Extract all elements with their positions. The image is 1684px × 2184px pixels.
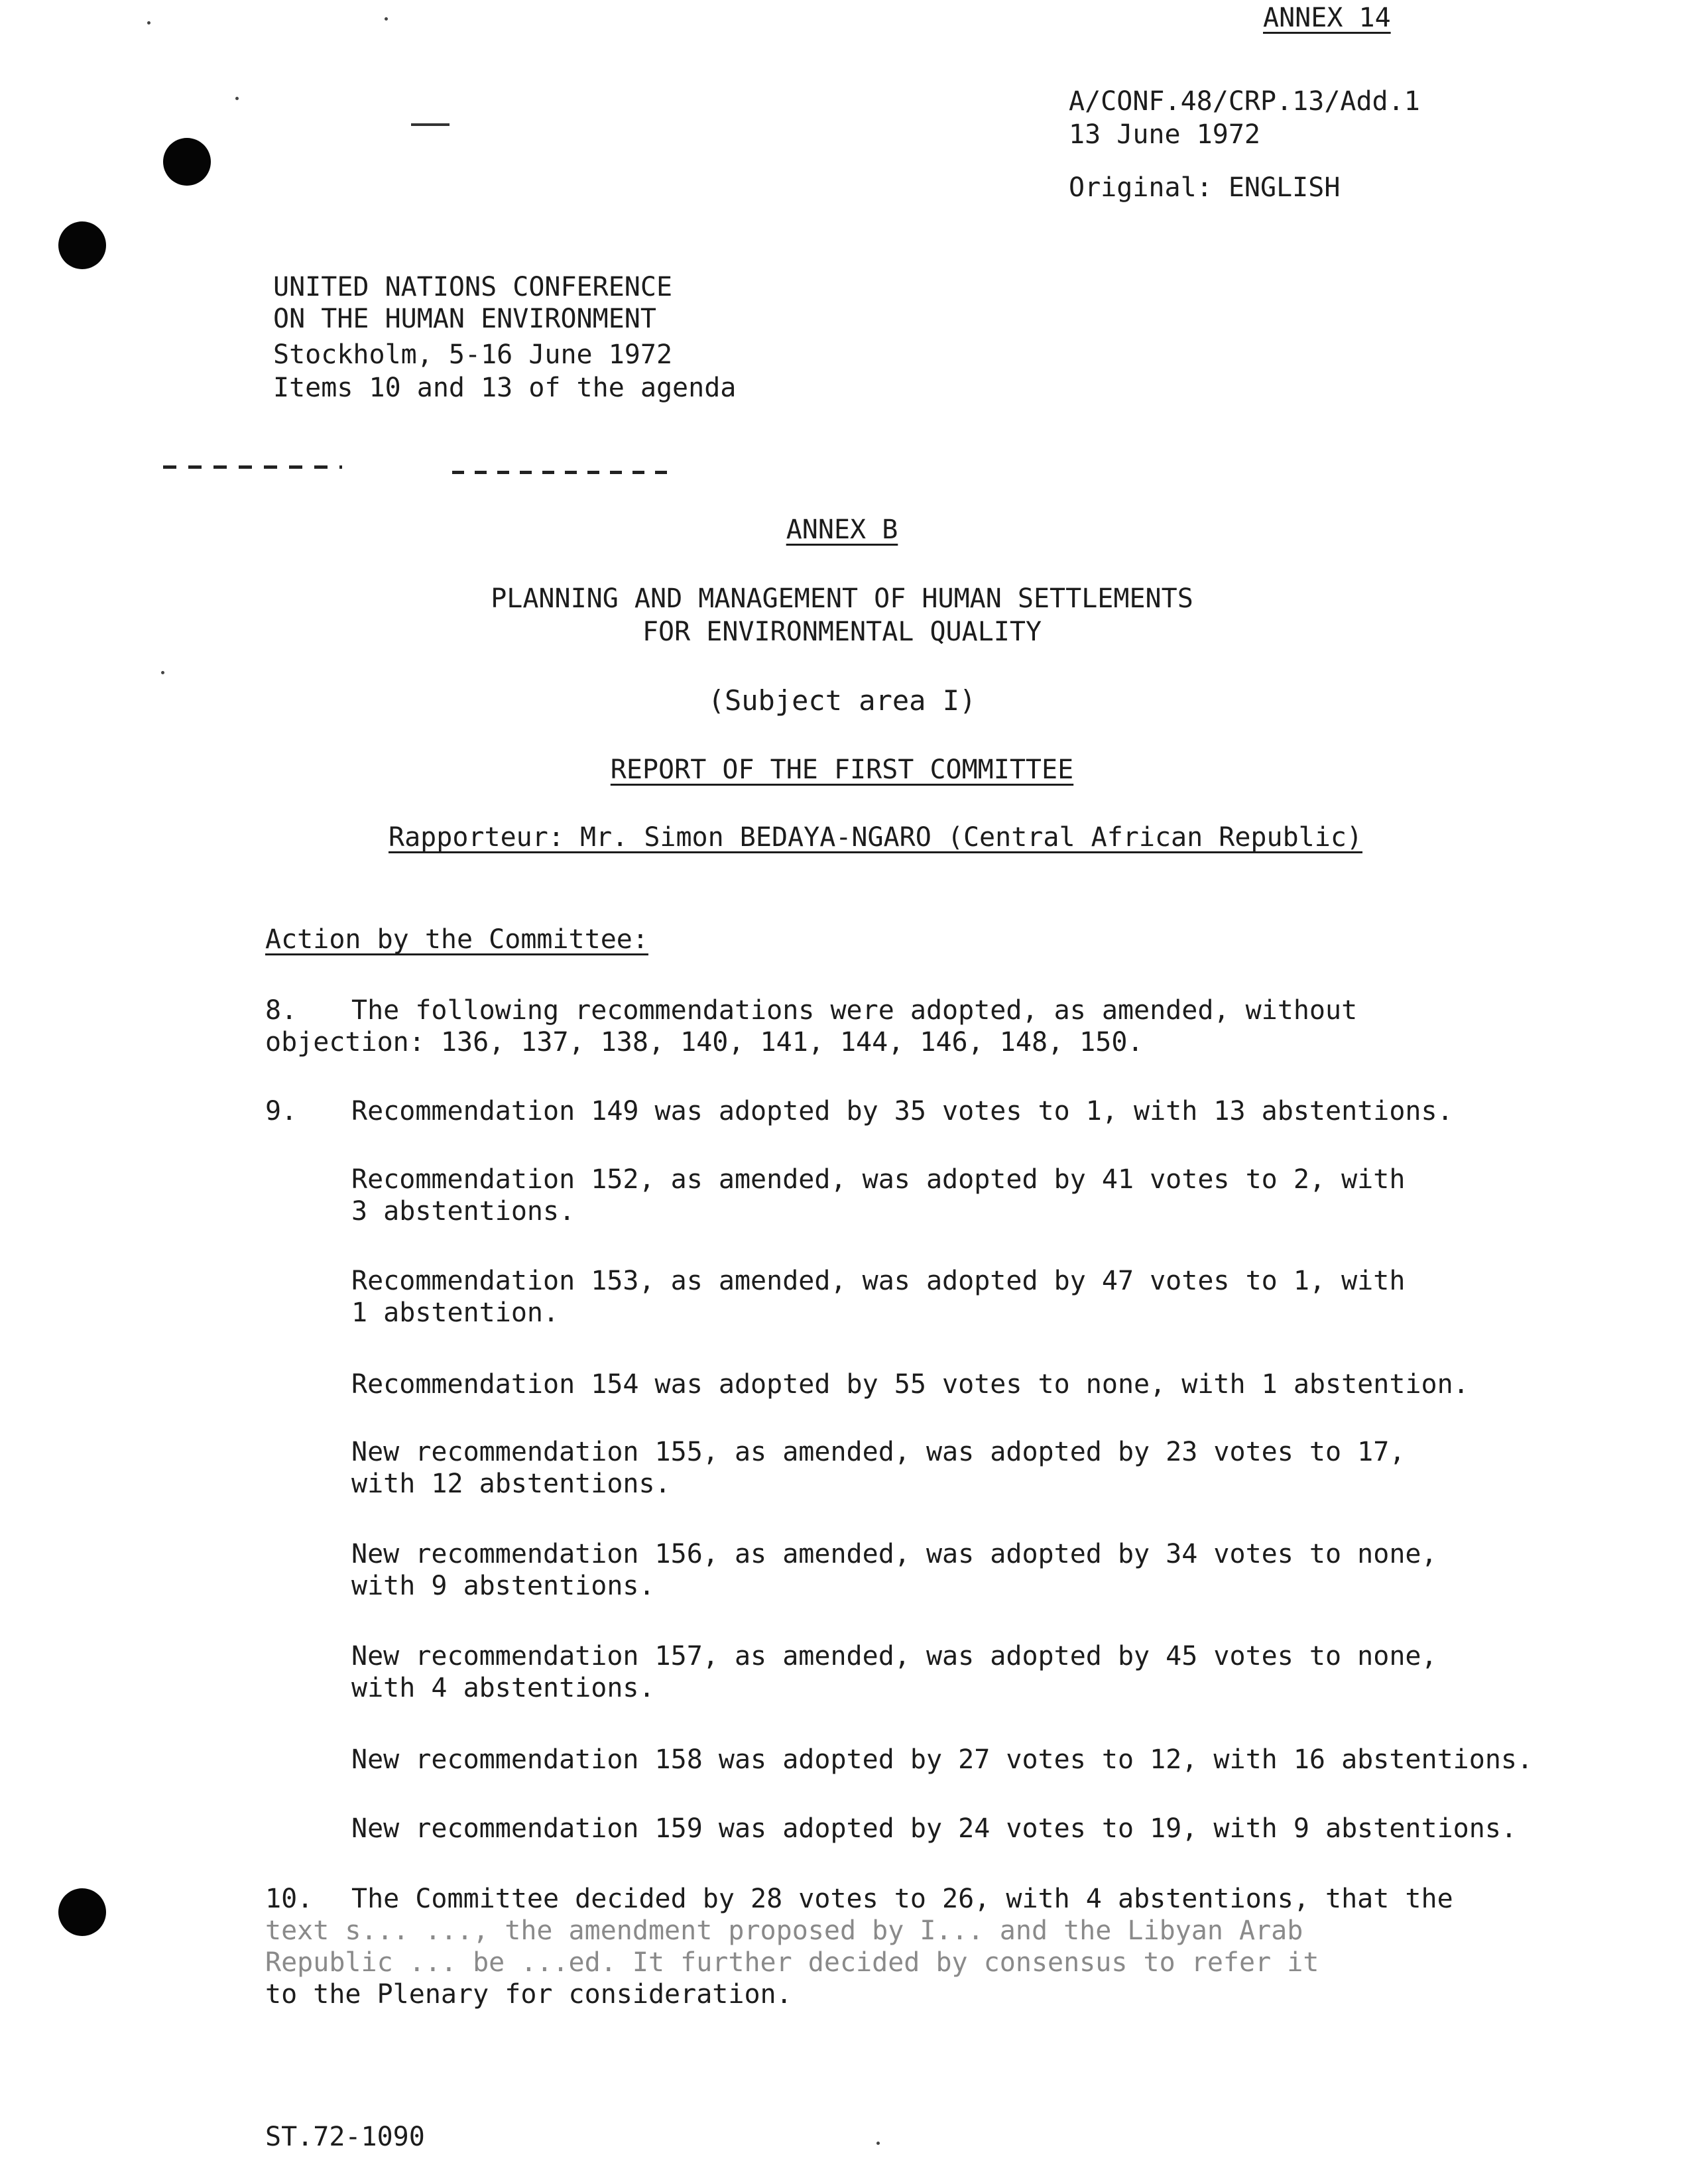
recommendation-159: New recommendation 159 was adopted by 24 votes to 19, with 9 abstentions.: [351, 1813, 1517, 1844]
paragraph-9: [265, 1095, 1453, 1127]
paragraph-text: The following recommendations were adopted, as amended, without: [351, 995, 1358, 1026]
document-date: 13 June 1972: [1069, 119, 1260, 150]
section-heading-text: Action by the Committee:: [265, 924, 648, 955]
recommendation-154: Recommendation 154 was adopted by 55 votes to none, with 1 abstention.: [351, 1369, 1469, 1400]
job-number: ST.72-1090: [265, 2122, 425, 2152]
annex-label: [0, 515, 1684, 545]
conference-name-line2: ON THE HUMAN ENVIRONMENT: [273, 304, 656, 334]
recommendation-157-line1: New recommendation 157, as amended, was adopted by 45 votes to none,: [351, 1641, 1437, 1671]
recommendation-158: New recommendation 158 was adopted by 27 votes to 12, with 16 abstentions.: [351, 1744, 1534, 1775]
annex-label-text: ANNEX B: [786, 515, 898, 545]
report-heading-text: REPORT OF THE FIRST COMMITTEE: [610, 755, 1074, 785]
title-line1: PLANNING AND MANAGEMENT OF HUMAN SETTLEMENTS: [491, 583, 1193, 614]
recommendation-156: [351, 1538, 1437, 1602]
scan-mark: [163, 465, 342, 469]
punch-hole: [58, 1888, 106, 1936]
paragraph-8-line1: [265, 995, 1357, 1026]
paragraph-8: [265, 995, 1357, 1058]
paragraph-number: 10.: [265, 1884, 314, 1914]
scan-mark: [452, 471, 671, 474]
recommendation-157: [351, 1640, 1437, 1704]
recommendation-152-line2: 3 abstentions.: [351, 1196, 575, 1227]
paragraph-number: 9.: [265, 1096, 298, 1126]
recommendation-153: [351, 1265, 1405, 1329]
recommendation-152: [351, 1164, 1405, 1227]
report-heading: [0, 755, 1684, 785]
recommendation-153-line2: 1 abstention.: [351, 1298, 560, 1328]
recommendation-156-line2: with 9 abstentions.: [351, 1571, 655, 1601]
paragraph-10: [265, 1883, 1453, 2010]
scan-mark: [411, 123, 450, 126]
recommendation-155-line1: New recommendation 155, as amended, was adopted by 23 votes to 17,: [351, 1437, 1406, 1467]
conference-location-date: Stockholm, 5-16 June 1972: [273, 339, 673, 370]
paragraph-8-line2: objection: 136, 137, 138, 140, 141, 144, 146, 148, 150.: [265, 1027, 1144, 1058]
scan-speck: [147, 21, 150, 25]
recommendation-155-line2: with 12 abstentions.: [351, 1469, 671, 1499]
subject-area: (Subject area I): [707, 684, 977, 717]
paragraph-text: Recommendation 149 was adopted by 35 votes to 1, with 13 abstentions.: [351, 1096, 1453, 1126]
paragraph-10-line4: to the Plenary for consideration.: [265, 1979, 792, 2010]
paragraph-text: The Committee decided by 28 votes to 26, with 4 abstentions, that the: [351, 1884, 1453, 1914]
rapporteur-text: Rapporteur: Mr. Simon BEDAYA-NGARO (Central African Republic): [389, 822, 1363, 853]
paragraph-10-line1: [265, 1883, 1453, 1915]
paragraph-10-line2: text s... ..., the amendment proposed by I... and the Libyan Arab: [265, 1915, 1303, 1946]
paragraph-number: 8.: [265, 995, 298, 1026]
agenda-items: Items 10 and 13 of the agenda: [273, 373, 737, 403]
section-heading: [265, 924, 648, 955]
recommendation-156-line1: New recommendation 156, as amended, was adopted by 34 votes to none,: [351, 1539, 1437, 1569]
annex-number: ANNEX 14: [1263, 3, 1391, 33]
scan-speck: [385, 17, 388, 21]
conference-name-line1: UNITED NATIONS CONFERENCE: [273, 272, 673, 302]
recommendation-157-line2: with 4 abstentions.: [351, 1673, 655, 1703]
paragraph-10-line3: Republic ... be ...ed. It further decided by consensus to refer it: [265, 1947, 1319, 1978]
recommendation-155: [351, 1436, 1405, 1500]
scan-speck: [161, 671, 164, 674]
punch-hole: [163, 138, 211, 186]
recommendation-152-line1: Recommendation 152, as amended, was adopted by 41 votes to 2, with: [351, 1164, 1406, 1195]
scan-speck: [876, 2142, 880, 2145]
punch-hole: [58, 221, 106, 269]
scan-speck: [235, 97, 239, 100]
rapporteur: [389, 822, 1362, 853]
document-symbol: A/CONF.48/CRP.13/Add.1: [1069, 86, 1420, 117]
original-language: Original: ENGLISH: [1069, 172, 1341, 203]
recommendation-153-line1: Recommendation 153, as amended, was adopted by 47 votes to 1, with: [351, 1266, 1406, 1296]
title-line2: FOR ENVIRONMENTAL QUALITY: [642, 617, 1042, 647]
